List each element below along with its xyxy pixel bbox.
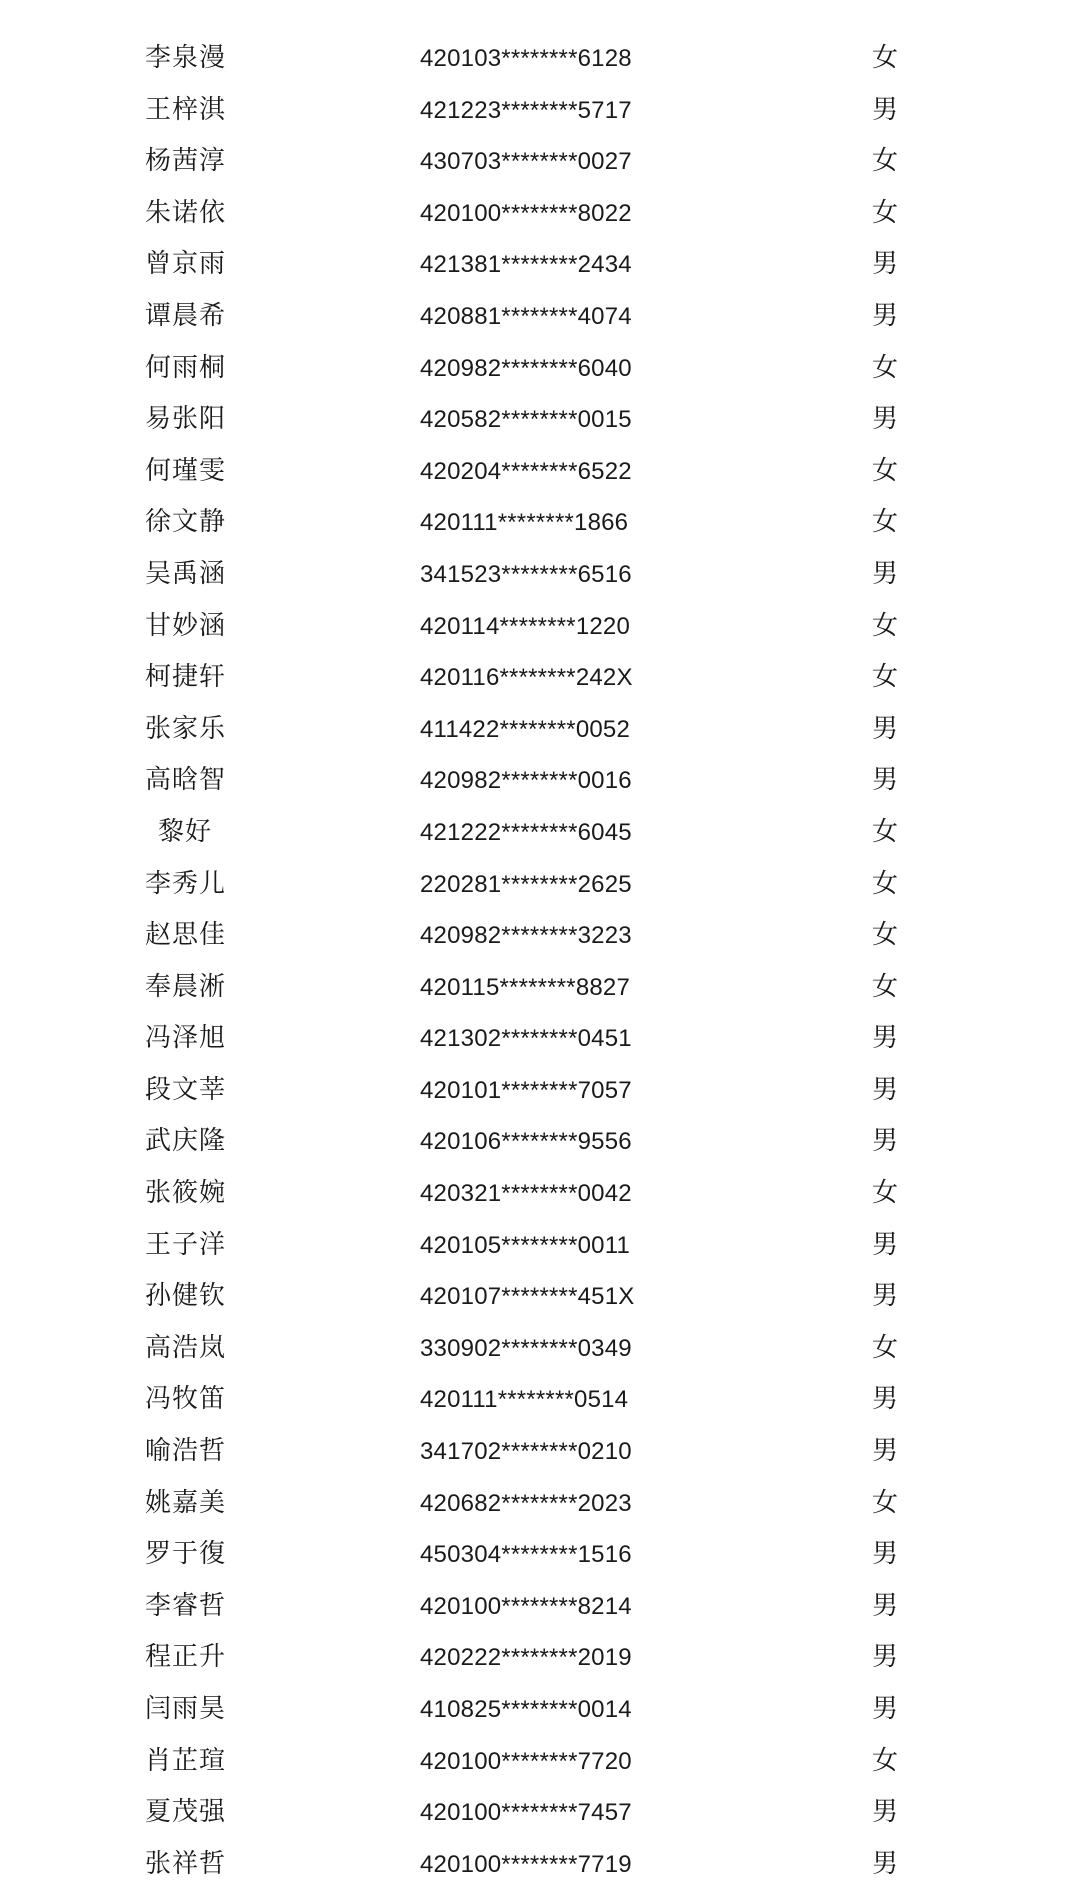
masked-id-number: 420100********7720 — [420, 1747, 632, 1775]
roster-row — [0, 497, 1080, 549]
gender: 女 — [872, 43, 899, 73]
roster-row — [0, 1581, 1080, 1633]
student-name: 孙健钦 — [145, 1281, 227, 1312]
student-name: 张家乐 — [145, 713, 227, 744]
roster-row — [0, 1426, 1080, 1478]
masked-id-number: 420101********7057 — [420, 1076, 632, 1104]
student-name: 张筱婉 — [145, 1178, 227, 1209]
gender: 女 — [872, 971, 899, 1002]
masked-id-number: 420100********8214 — [420, 1592, 632, 1620]
student-name: 徐文静 — [145, 507, 227, 538]
masked-id-number: 420107********451X — [420, 1283, 635, 1311]
student-name: 王子洋 — [145, 1229, 227, 1260]
masked-id-number: 420582********0015 — [420, 406, 632, 434]
masked-id-number: 420115********8827 — [420, 973, 631, 1001]
roster-row — [0, 652, 1080, 704]
gender: 男 — [872, 1126, 899, 1157]
gender: 女 — [872, 1332, 899, 1363]
gender: 男 — [872, 1281, 899, 1312]
gender: 男 — [872, 1229, 899, 1260]
roster-row — [0, 1632, 1080, 1684]
student-name: 曾京雨 — [145, 249, 227, 280]
student-name: 李睿哲 — [145, 1590, 227, 1621]
masked-id-number: 420222********2019 — [420, 1644, 632, 1672]
masked-id-number: 420106********9556 — [420, 1128, 632, 1156]
masked-id-number: 420100********7719 — [420, 1850, 632, 1878]
gender: 男 — [872, 1074, 899, 1105]
student-name: 段文莘 — [145, 1074, 227, 1105]
roster-row — [0, 1116, 1080, 1168]
gender: 女 — [872, 507, 899, 538]
student-name: 杨茜淳 — [145, 146, 227, 177]
gender: 男 — [872, 94, 899, 125]
roster-row — [0, 1013, 1080, 1065]
student-name: 奉晨淅 — [145, 971, 227, 1002]
gender: 女 — [872, 455, 899, 486]
student-name: 肖芷瑄 — [145, 1745, 227, 1776]
student-name: 柯捷轩 — [145, 662, 227, 693]
student-name: 甘妙涵 — [145, 610, 227, 641]
masked-id-number: 420204********6522 — [420, 457, 632, 485]
roster-row — [0, 910, 1080, 962]
gender: 男 — [872, 1848, 899, 1879]
roster-row — [0, 1839, 1080, 1891]
roster-row — [0, 755, 1080, 807]
masked-id-number: 420114********1220 — [420, 612, 631, 640]
roster-row — [0, 601, 1080, 653]
gender: 女 — [872, 352, 899, 383]
masked-id-number: 421223********5717 — [420, 96, 632, 124]
roster-row — [0, 1220, 1080, 1272]
roster-row — [0, 394, 1080, 446]
roster-row — [0, 85, 1080, 137]
roster-row — [0, 1787, 1080, 1839]
masked-id-number: 420103********6128 — [420, 45, 632, 72]
roster-row — [0, 1529, 1080, 1581]
masked-id-number: 341523********6516 — [420, 560, 632, 588]
roster-row — [0, 1065, 1080, 1117]
roster-row — [0, 136, 1080, 188]
masked-id-number: 420105********0011 — [420, 1231, 631, 1259]
gender: 男 — [872, 1642, 899, 1673]
student-name: 李泉漫 — [145, 43, 227, 73]
masked-id-number: 420321********0042 — [420, 1180, 632, 1208]
student-name: 姚嘉美 — [145, 1487, 227, 1518]
roster-row — [0, 1168, 1080, 1220]
masked-id-number: 421222********6045 — [420, 818, 632, 846]
roster-row — [0, 962, 1080, 1014]
roster-row — [0, 1323, 1080, 1375]
masked-id-number: 420982********3223 — [420, 922, 632, 950]
roster-row — [0, 704, 1080, 756]
student-name: 武庆隆 — [145, 1126, 227, 1157]
student-name: 何瑾雯 — [145, 455, 227, 486]
masked-id-number: 420682********2023 — [420, 1489, 632, 1517]
gender: 男 — [872, 1539, 899, 1570]
masked-id-number: 220281********2625 — [420, 870, 632, 898]
student-name: 高浩岚 — [145, 1332, 227, 1363]
student-name: 冯牧笛 — [145, 1384, 227, 1415]
gender: 男 — [872, 1797, 899, 1828]
roster-row — [0, 33, 1080, 85]
masked-id-number: 420100********8022 — [420, 199, 632, 227]
gender: 男 — [872, 1023, 899, 1054]
masked-id-number: 420116********242X — [420, 664, 633, 692]
gender: 男 — [872, 1436, 899, 1467]
masked-id-number: 420982********0016 — [420, 767, 632, 795]
masked-id-number: 420111********0514 — [420, 1386, 629, 1414]
student-name: 闫雨昊 — [145, 1694, 227, 1724]
gender: 女 — [872, 146, 899, 177]
gender: 女 — [872, 197, 899, 228]
roster-row — [0, 446, 1080, 498]
student-name: 何雨桐 — [145, 352, 227, 383]
student-name: 赵思佳 — [145, 920, 227, 951]
student-name: 吴禹涵 — [145, 558, 227, 589]
student-name: 喻浩哲 — [145, 1436, 227, 1467]
gender: 女 — [872, 868, 899, 899]
roster-row — [0, 807, 1080, 859]
student-name: 谭晨希 — [145, 300, 227, 331]
gender: 男 — [872, 1384, 899, 1415]
student-name: 王梓淇 — [145, 94, 227, 125]
masked-id-number: 420982********6040 — [420, 354, 632, 382]
gender: 男 — [872, 558, 899, 589]
roster-row — [0, 343, 1080, 395]
student-name: 易张阳 — [145, 404, 227, 435]
gender: 男 — [872, 713, 899, 744]
masked-id-number: 330902********0349 — [420, 1334, 632, 1362]
gender: 女 — [872, 662, 899, 693]
student-name: 冯泽旭 — [145, 1023, 227, 1054]
masked-id-number: 420111********1866 — [420, 509, 629, 537]
masked-id-number: 421381********2434 — [420, 251, 632, 279]
roster-row — [0, 188, 1080, 240]
roster-row — [0, 1736, 1080, 1788]
student-name: 李秀儿 — [145, 868, 227, 899]
masked-id-number: 411422********0052 — [420, 715, 631, 743]
student-name: 程正升 — [145, 1642, 227, 1673]
masked-id-number: 420100********7457 — [420, 1799, 632, 1827]
roster-row — [0, 549, 1080, 601]
gender: 男 — [872, 249, 899, 280]
student-name: 黎好 — [158, 816, 213, 847]
gender: 男 — [872, 765, 899, 796]
gender: 男 — [872, 1590, 899, 1621]
roster-row — [0, 1271, 1080, 1323]
gender: 女 — [872, 1745, 899, 1776]
masked-id-number: 410825********0014 — [420, 1696, 632, 1723]
gender: 男 — [872, 404, 899, 435]
gender: 女 — [872, 1487, 899, 1518]
student-name: 夏茂强 — [145, 1797, 227, 1828]
gender: 女 — [872, 816, 899, 847]
student-name: 朱诺依 — [145, 197, 227, 228]
gender: 女 — [872, 920, 899, 951]
roster-row — [0, 1478, 1080, 1530]
roster-row — [0, 239, 1080, 291]
student-roster — [0, 33, 1080, 1890]
masked-id-number: 421302********0451 — [420, 1025, 632, 1053]
roster-row — [0, 1374, 1080, 1426]
masked-id-number: 430703********0027 — [420, 148, 632, 176]
student-name: 高晗智 — [145, 765, 227, 796]
masked-id-number: 420881********4074 — [420, 302, 632, 330]
student-name: 罗于復 — [145, 1539, 227, 1570]
gender: 女 — [872, 610, 899, 641]
roster-row — [0, 859, 1080, 911]
gender: 男 — [872, 1694, 899, 1724]
gender: 男 — [872, 300, 899, 331]
masked-id-number: 341702********0210 — [420, 1438, 632, 1466]
gender: 女 — [872, 1178, 899, 1209]
masked-id-number: 450304********1516 — [420, 1541, 632, 1569]
roster-row — [0, 1684, 1080, 1736]
student-name: 张祥哲 — [145, 1848, 227, 1879]
roster-row — [0, 291, 1080, 343]
